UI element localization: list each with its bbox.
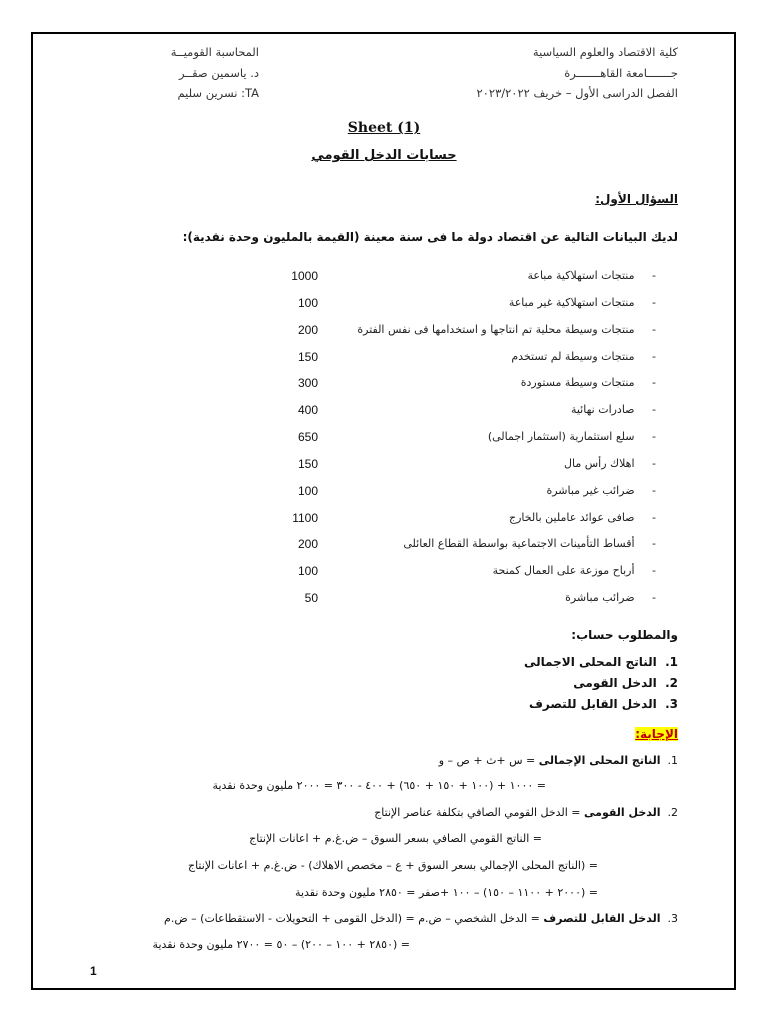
page-subtitle: حسابات الدخل القومي xyxy=(311,148,457,163)
question-heading: السؤال الأول: xyxy=(595,192,678,206)
list-item xyxy=(403,537,656,550)
bullet: - xyxy=(652,511,656,524)
bullet: - xyxy=(652,376,656,389)
list-item xyxy=(527,269,656,282)
item-label: اهلاك رأس مال xyxy=(564,457,635,470)
item-value: 100 xyxy=(297,484,318,498)
item-value: 50 xyxy=(304,591,318,605)
list-item xyxy=(571,403,656,416)
item-value: 400 xyxy=(297,403,318,417)
university-name: جـــــــامعة القاهـــــــرة xyxy=(564,66,678,80)
item-value: 100 xyxy=(297,564,318,578)
question-intro: لديك البيانات التالية عن اقتصاد دولة ما فى سنة معينة (القيمة بالمليون وحدة نقدية): xyxy=(182,230,678,244)
bullet: - xyxy=(652,430,656,443)
required-item: 3. الدخل القابل للتصرف xyxy=(528,697,678,711)
list-item xyxy=(509,511,656,524)
list-item xyxy=(509,296,656,309)
bullet: - xyxy=(652,564,656,577)
list-item xyxy=(488,430,656,443)
list-item xyxy=(493,564,656,577)
bullet: - xyxy=(652,457,656,470)
item-label: منتجات استهلاكية غير مباعة xyxy=(508,296,635,309)
page-title: Sheet (1) xyxy=(347,120,421,136)
bullet: - xyxy=(652,484,656,497)
answer-line: = (الناتج المحلى الإجمالي بسعر السوق + ع – مخصص الاهلاك) - ض.غ.م + اعانات الإنتاج xyxy=(187,859,598,872)
item-label: ضرائب غير مباشرة xyxy=(546,484,635,497)
bullet: - xyxy=(652,350,656,363)
page-number: 1 xyxy=(90,964,97,978)
answer-line: = ١٠٠٠ + (١٠٠ + ١٥٠ + ٦٥٠) + ٤٠٠ - ٣٠٠ = ٢٠٠٠ مليون وحدة نقدية xyxy=(212,779,546,792)
item-label: صافى عوائد عاملين بالخارج xyxy=(509,511,635,524)
item-value: 150 xyxy=(297,350,318,364)
ta-name: TA: نسرين سليم xyxy=(177,86,259,100)
instructor-name: د. ياسمين صقــر xyxy=(179,66,259,80)
answer-heading: الإجابة: xyxy=(635,727,678,741)
item-label: منتجات وسيطة مستوردة xyxy=(520,376,635,389)
list-item xyxy=(564,457,656,470)
item-label: ضرائب مباشرة xyxy=(565,591,635,604)
item-label: منتجات استهلاكية مباعة xyxy=(527,269,635,282)
item-value: 200 xyxy=(297,323,318,337)
faculty-name: كلية الاقتصاد والعلوم السياسية xyxy=(532,45,678,59)
list-item xyxy=(357,323,656,336)
item-label: منتجات وسيطة محلية تم انتاجها و استخدامها فى نفس الفترة xyxy=(357,323,635,336)
list-item xyxy=(511,350,656,363)
list-item xyxy=(565,591,656,604)
item-value: 150 xyxy=(297,457,318,471)
course-name: المحاسبة القوميــة xyxy=(170,45,259,59)
semester: الفصل الدراسى الأول – خريف ٢٠٢٣/٢٠٢٢ xyxy=(476,86,678,100)
bullet: - xyxy=(652,403,656,416)
item-value: 1000 xyxy=(291,269,318,283)
required-heading: والمطلوب حساب: xyxy=(571,628,678,642)
item-value: 100 xyxy=(297,296,318,310)
bullet: - xyxy=(652,537,656,550)
bullet: - xyxy=(652,269,656,282)
item-value: 1100 xyxy=(292,511,318,525)
item-label: أقساط التأمينات الاجتماعية بواسطة القطاع العائلى xyxy=(403,537,635,550)
answer-line: 3. الدخل القابل للتصرف = الدخل الشخصي – ض.م = (الدخل القومى + التحويلات - الاستقطاعات) – ض.م xyxy=(164,912,678,925)
answer-line: = الناتج القومي الصافي بسعر السوق – ض.غ.م + اعانات الإنتاج xyxy=(249,832,542,845)
answer-line: = (٢٠٠٠ + ١١٠٠ – ١٥٠) – ١٠٠ +صفر = ٢٨٥٠ مليون وحدة نقدية xyxy=(295,886,598,899)
item-label: سلع استثمارية (استثمار اجمالى) xyxy=(487,430,635,443)
item-value: 300 xyxy=(297,376,318,390)
bullet: - xyxy=(652,296,656,309)
answer-line: 1. الناتج المحلى الإجمالى = س +ث + ص – و xyxy=(438,754,678,767)
list-item xyxy=(521,376,656,389)
item-label: منتجات وسيطة لم تستخدم xyxy=(511,350,635,363)
answer-line: = (٢٨٥٠ + ١٠٠ – ٢٠٠) – ٥٠ = ٢٧٠٠ مليون وحدة نقدية xyxy=(152,938,410,951)
answer-line: 2. الدخل القومى = الدخل القومي الصافي بتكلفة عناصر الإنتاج xyxy=(374,806,678,819)
item-value: 650 xyxy=(297,430,318,444)
required-item: 2. الدخل القومى xyxy=(573,676,678,690)
bullet: - xyxy=(652,591,656,604)
item-label: أرباح موزعة على العمال كمنحة xyxy=(492,564,635,577)
item-value: 200 xyxy=(297,537,318,551)
item-label: صادرات نهائية xyxy=(570,403,635,416)
required-item: 1. الناتج المحلى الاجمالى xyxy=(523,655,678,669)
list-item xyxy=(546,484,656,497)
bullet: - xyxy=(652,323,656,336)
